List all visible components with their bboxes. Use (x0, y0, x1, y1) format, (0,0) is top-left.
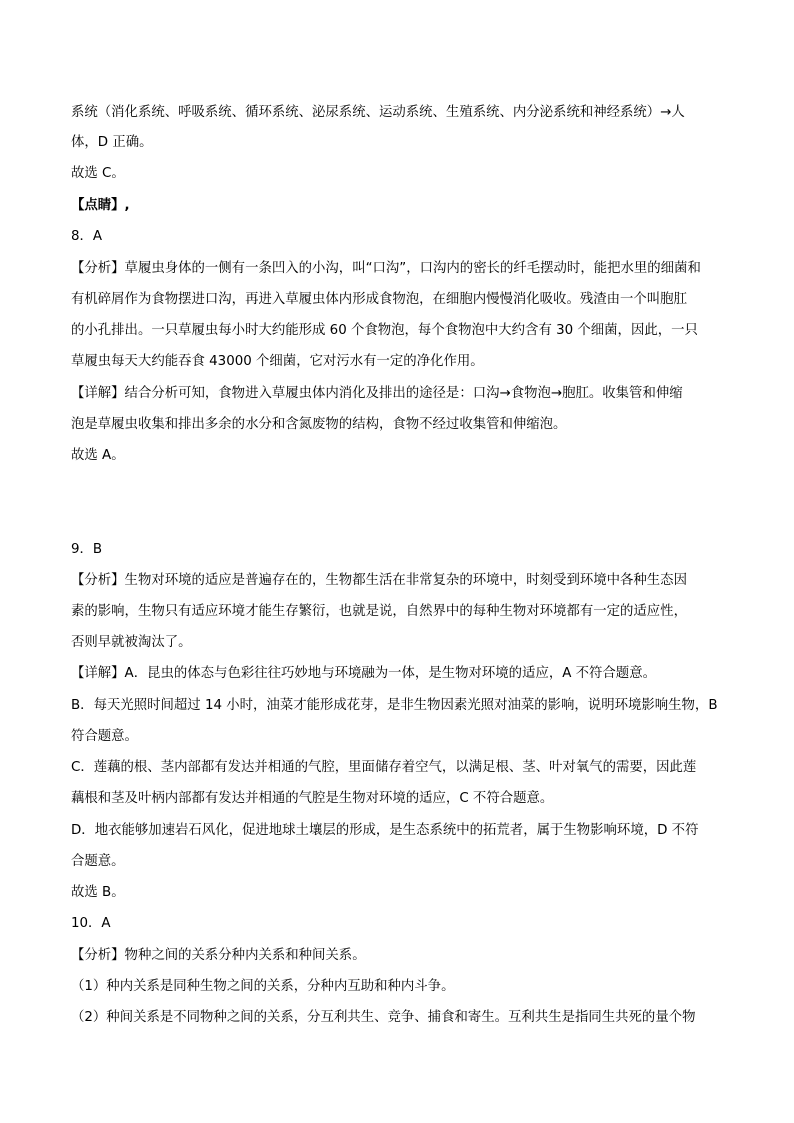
text-line: 否则早就被淘汰了。 (71, 635, 192, 650)
text-line: 藕根和茎及叶柄内部都有发达并相通的气腔是生物对环境的适应，C 不符合题意。 (71, 791, 554, 806)
text-line: 【点睛】, (71, 198, 130, 213)
text-line: 故选 A。 (71, 448, 125, 463)
text-line: 泡是草履虫收集和排出多余的水分和含氮废物的结构，食物不经过收集管和伸缩泡。 (71, 417, 567, 432)
text-line: B．每天光照时间超过 14 小时，油菜才能形成花芽，是非生物因素光照对油菜的影响，说明环境影响生物，B (71, 698, 718, 713)
text-line: 体，D 正确。 (71, 135, 153, 150)
text-line: C．莲藕的根、茎内部都有发达并相通的气腔，里面储存着空气，以满足根、茎、叶对氧气的需要，因此莲 (71, 760, 697, 775)
text-line: 故选 C。 (71, 166, 125, 181)
text-line: （2）种间关系是不同物种之间的关系，分互利共生、竞争、捕食和寄生。互利共生是指同生共死的量个物 (71, 1010, 696, 1025)
text-line: 系统（消化系统、呼吸系统、循环系统、泌尿系统、运动系统、生殖系统、内分泌系统和神经系统）→人 (71, 105, 685, 120)
text-line: 符合题意。 (71, 729, 138, 744)
question-number: 9．B (71, 542, 103, 557)
text-line: （1）种内关系是同种生物之间的关系，分种内互助和种内斗争。 (71, 979, 455, 994)
text-line: 的小孔排出。一只草履虫每小时大约能形成 60 个食物泡，每个食物泡中大约含有 30 个细菌，因此，一只 (71, 323, 698, 338)
text-line: 草履虫每天大约能吞食 43000 个细菌，它对污水有一定的净化作用。 (71, 354, 484, 369)
text-line: 【分析】草履虫身体的一侧有一条凹入的小沟，叫“口沟”，口沟内的密长的纤毛摆动时，能把水里的细菌和 (71, 261, 701, 276)
text-line: 合题意。 (71, 854, 125, 869)
question-number: 10．A (71, 916, 111, 931)
text-line: 有机碎屑作为食物摆进口沟，再进入草履虫体内形成食物泡，在细胞内慢慢消化吸收。残渣由一个叫胞肛 (71, 292, 687, 307)
text-line: 【分析】物种之间的关系分种内关系和种间关系。 (71, 948, 366, 963)
text-line: 【详解】结合分析可知，食物进入草履虫体内消化及排出的途径是：口沟→食物泡→胞肛。收集管和伸缩 (71, 386, 683, 401)
question-number: 8．A (71, 229, 103, 244)
text-line: 素的影响，生物只有适应环境才能生存繁衍，也就是说，自然界中的每种生物对环境都有一定的适应性， (71, 604, 687, 619)
text-line: 故选 B。 (71, 885, 125, 900)
text-line: D．地衣能够加速岩石风化，促进地球土壤层的形成，是生态系统中的拓荒者，属于生物影响环境，D 不符 (71, 823, 699, 838)
text-line: 【分析】生物对环境的适应是普遍存在的，生物都生活在非常复杂的环境中，时刻受到环境中各种生态因 (71, 573, 687, 588)
text-line: 【详解】A．昆虫的体态与色彩往往巧妙地与环境融为一体，是生物对环境的适应，A 不符合题意。 (71, 666, 656, 681)
